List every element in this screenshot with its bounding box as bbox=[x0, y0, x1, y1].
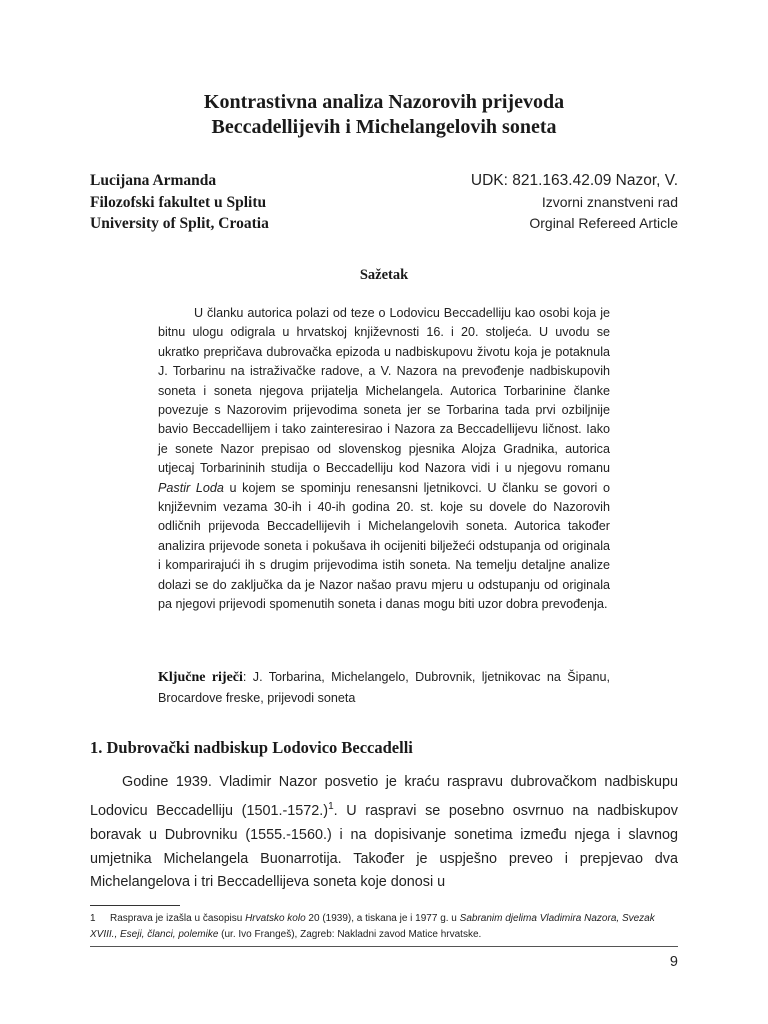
footnote-divider bbox=[90, 905, 180, 906]
body-text-1: Godine 1939. Vladimir Nazor posvetio je kraću raspravu dubrovačkom nadbiskupu Lodovicu Beccadelliju (1501.-1572.) bbox=[90, 774, 678, 819]
keywords-label: Ključne riječi bbox=[158, 670, 243, 685]
page-footer-rule bbox=[90, 946, 678, 947]
footnote-text-2: 20 (1939), a tiskana je i 1977 g. u bbox=[305, 913, 460, 924]
footnote-number: 1 bbox=[90, 913, 96, 924]
classification-block bbox=[471, 170, 678, 235]
abstract-part-2: u kojem se spominju renesansni ljetnikovci. U članku se govori o književnim vezama 30-ih i 40-ih godina 20. st. koje su dovele do Nazorovih odličnih prijevoda Beccadellijevih i Michelangelovih soneta. Autorica također analizira prijevode soneta i pokušava ih ocijeniti bilježeći odstupanja od originala i komparirajući ih s drugim prijevodima istih soneta. Na temelju detaljne analize dolazi se do zaključka da je Nazor našao pravu mjeru u odstupanju od originala pa njegovi prijevodi spomenutih soneta i danas mogu biti uzor dobra prevođenja. bbox=[158, 480, 610, 612]
footnote-reference[interactable]: 1 bbox=[328, 800, 334, 812]
footnote-journal: Hrvatsko kolo bbox=[245, 913, 306, 924]
keywords-text: : J. Torbarina, Michelangelo, Dubrovnik, ljetnikovac na Šipanu, Brocardove freske, prijevodi soneta bbox=[158, 670, 610, 705]
author-name: Lucijana Armanda bbox=[90, 172, 217, 189]
page-number: 9 bbox=[669, 954, 678, 970]
abstract-novel-title: Pastir Loda bbox=[158, 480, 224, 495]
author-block bbox=[90, 170, 269, 235]
author-faculty: Filozofski fakultet u Splitu bbox=[90, 193, 267, 211]
footnote-text-3: (ur. Ivo Frangeš), Zagreb: Nakladni zavod Matice hrvatske. bbox=[218, 929, 482, 940]
title-line-2: Beccadellijevih i Michelangelovih soneta bbox=[211, 116, 557, 138]
body-text-2: . U raspravi se posebno osvrnuo na nadbiskupov boravak u Dubrovniku (1555.-1560.) i na dopisivanje sonetima između njega i slavnog umjetnika Michelangela Buonarrotija. Također je uspješno preveo i prepjevao dva Michelangelova i tri Beccadellijeva soneta koje donosi u bbox=[90, 802, 678, 891]
footnote-collected-works: Sabranim djelima Vladimira Nazora, Svezak XVIII., Eseji, članci, polemike bbox=[90, 913, 655, 940]
keywords bbox=[158, 667, 610, 709]
article-type-en: Orginal Refereed Article bbox=[529, 215, 678, 231]
footnote-text-1: Rasprava je izašla u časopisu bbox=[110, 913, 246, 924]
author-university: University of Split, Croatia bbox=[90, 215, 269, 232]
footnote bbox=[90, 911, 678, 943]
abstract-text bbox=[158, 304, 610, 615]
abstract-part-1: U članku autorica polazi od teze o Lodovicu Beccadelliju kao osobi koja je bitnu ulogu odigrala u hrvatskoj književnosti 16. i 20. stoljeća. U uvodu se ukratko prepričava dubrovačka epizoda u nadbiskupovu životu koja je potaknula J. Torbarinu na istraživačke radove, a V. Nazora na prevođenje nadbiskupovih soneta i soneta njegova prijatelja Michelangela. Autorica Torbarinine članke povezuje s Nazorovim prijevodima soneta jer se Torbarina tada prvi ozbiljnije bavio Beccadellijem i tako zainteresirao i Nazora za Beccadellijevu ličnost. Iako je sonete Nazor prepisao od slovenskog pjesnika Alojza Gradnika, autorica utjecaj Torbarininih studija o Beccadelliju kod Nazora vidi i u njegovu romanu bbox=[158, 306, 610, 476]
article-title bbox=[80, 90, 688, 140]
body-paragraph bbox=[90, 771, 678, 891]
udk-code: UDK: 821.163.42.09 Nazor, V. bbox=[470, 172, 678, 189]
abstract-heading: Sažetak bbox=[359, 267, 409, 283]
article-type-hr: Izvorni znanstveni rad bbox=[541, 193, 678, 210]
section-heading: 1. Dubrovački nadbiskup Lodovico Beccadelli bbox=[90, 738, 413, 757]
title-line-1: Kontrastivna analiza Nazorovih prijevoda bbox=[203, 91, 565, 113]
